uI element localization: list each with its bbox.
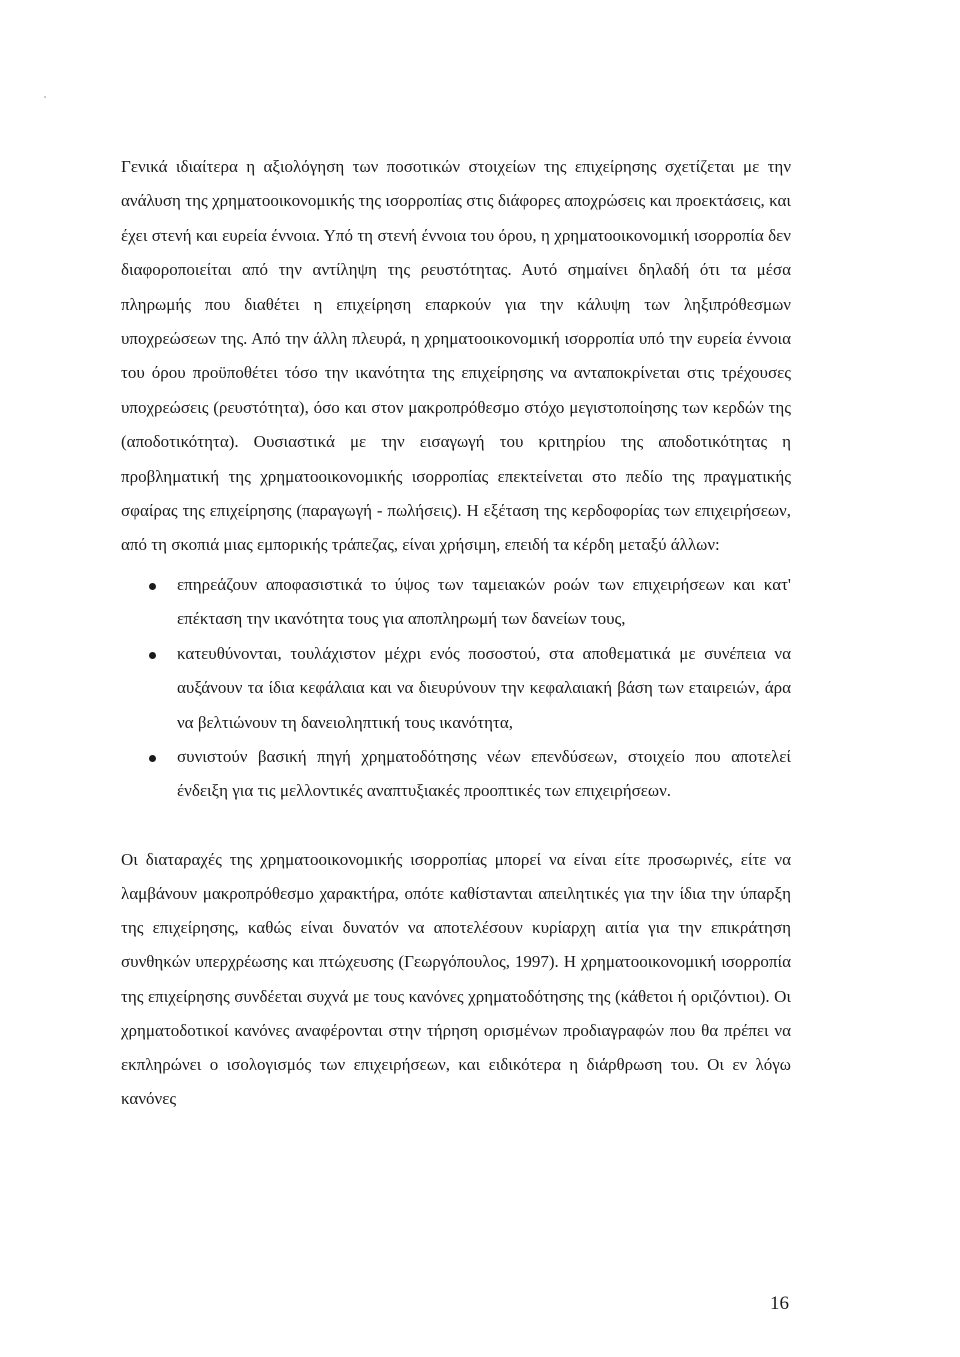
scan-speck (44, 96, 46, 98)
bullet-text: συνιστούν βασική πηγή χρηματοδότησης νέων επενδύσεων, στοιχείο που αποτελεί ένδειξη για τις μελλοντικές αναπτυξιακές προοπτικές των επιχειρήσεων. (177, 746, 791, 801)
paragraph-2: Οι διαταραχές της χρηματοοικονομικής ισορροπίας μπορεί να είναι είτε προσωρινές, είτε να λαμβάνουν μακροπρόθεσμο χαρακτήρα, οπότε καθίστανται απειλητικές για την ίδια την ύπαρξη της επιχείρησης, καθώς είναι δυνατόν να αποτελέσουν κυρίαρχη αιτία για την επικράτηση συνθηκών υπερχρέωσης και πτώχευσης (Γεωργόπουλος, 1997). Η χρηματοοικονομική ισορροπία της επιχείρησης συνδέεται συχνά με τους κανόνες χρηματοδότησης της (κάθετοι ή οριζόντιοι). Οι χρηματοδοτικοί κανόνες αναφέρονται στην τήρηση ορισμένων προδιαγραφών που θα πρέπει να εκπληρώνει ο ισολογισμός των επιχειρήσεων, και ειδικότερα η διάρθρωση του. Οι εν λόγω κανόνες (121, 849, 791, 1109)
bullet-item (121, 568, 791, 637)
bullet-icon (149, 652, 156, 659)
page-number: 16 (770, 1293, 789, 1314)
bullet-icon (149, 583, 156, 590)
document-body (121, 150, 791, 1116)
bullet-item (121, 637, 791, 740)
bullet-text: κατευθύνονται, τουλάχιστον μέχρι ενός ποσοστού, στα αποθεματικά με συνέπεια να αυξάνουν τα ίδια κεφάλαια και να διευρύνουν την κεφαλαιακή βάση των εταιρειών, άρα να βελτιώνουν τη δανειοληπτική τους ικανότητα, (177, 643, 791, 732)
bullet-text: επηρεάζουν αποφασιστικά το ύψος των ταμειακών ροών των επιχειρήσεων και κατ' επέκταση την ικανότητα τους για αποπληρωμή των δανείων τους, (177, 574, 791, 629)
bullet-list (121, 568, 791, 809)
paragraph-1: Γενικά ιδιαίτερα η αξιολόγηση των ποσοτικών στοιχείων της επιχείρησης σχετίζεται με την ανάλυση της χρηματοοικονομικής της ισορροπίας στις διάφορες αποχρώσεις και προεκτάσεις, και έχει στενή και ευρεία έννοια. Υπό τη στενή έννοια του όρου, η χρηματοοικονομική ισορροπία δεν διαφοροποιείται από την αντίληψη της ρευστότητας. Αυτό σημαίνει δηλαδή ότι τα μέσα πληρωμής που διαθέτει η επιχείρηση επαρκούν για την κάλυψη των ληξιπρόθεσμων υποχρεώσεων της. Από την άλλη πλευρά, η χρηματοοικονομική ισορροπία υπό την ευρεία έννοια του όρου προϋποθέτει τόσο την ικανότητα της επιχείρησης να ανταποκρίνεται στις τρέχουσες υποχρεώσεις (ρευστότητα), όσο και στον μακροπρόθεσμο στόχο μεγιστοποίησης των κερδών της (αποδοτικότητα). Ουσιαστικά με την εισαγωγή του κριτηρίου της αποδοτικότητας η προβληματική της χρηματοοικονομικής ισορροπίας επεκτείνεται στο πεδίο της πραγματικής σφαίρας της επιχείρησης (παραγωγή - πωλήσεις). Η εξέταση της κερδοφορίας των επιχειρήσεων, από τη σκοπιά μιας εμπορικής τράπεζας, είναι χρήσιμη, επειδή τα κέρδη μεταξύ άλλων: (121, 157, 791, 555)
bullet-icon (149, 755, 156, 762)
bullet-item (121, 740, 791, 809)
